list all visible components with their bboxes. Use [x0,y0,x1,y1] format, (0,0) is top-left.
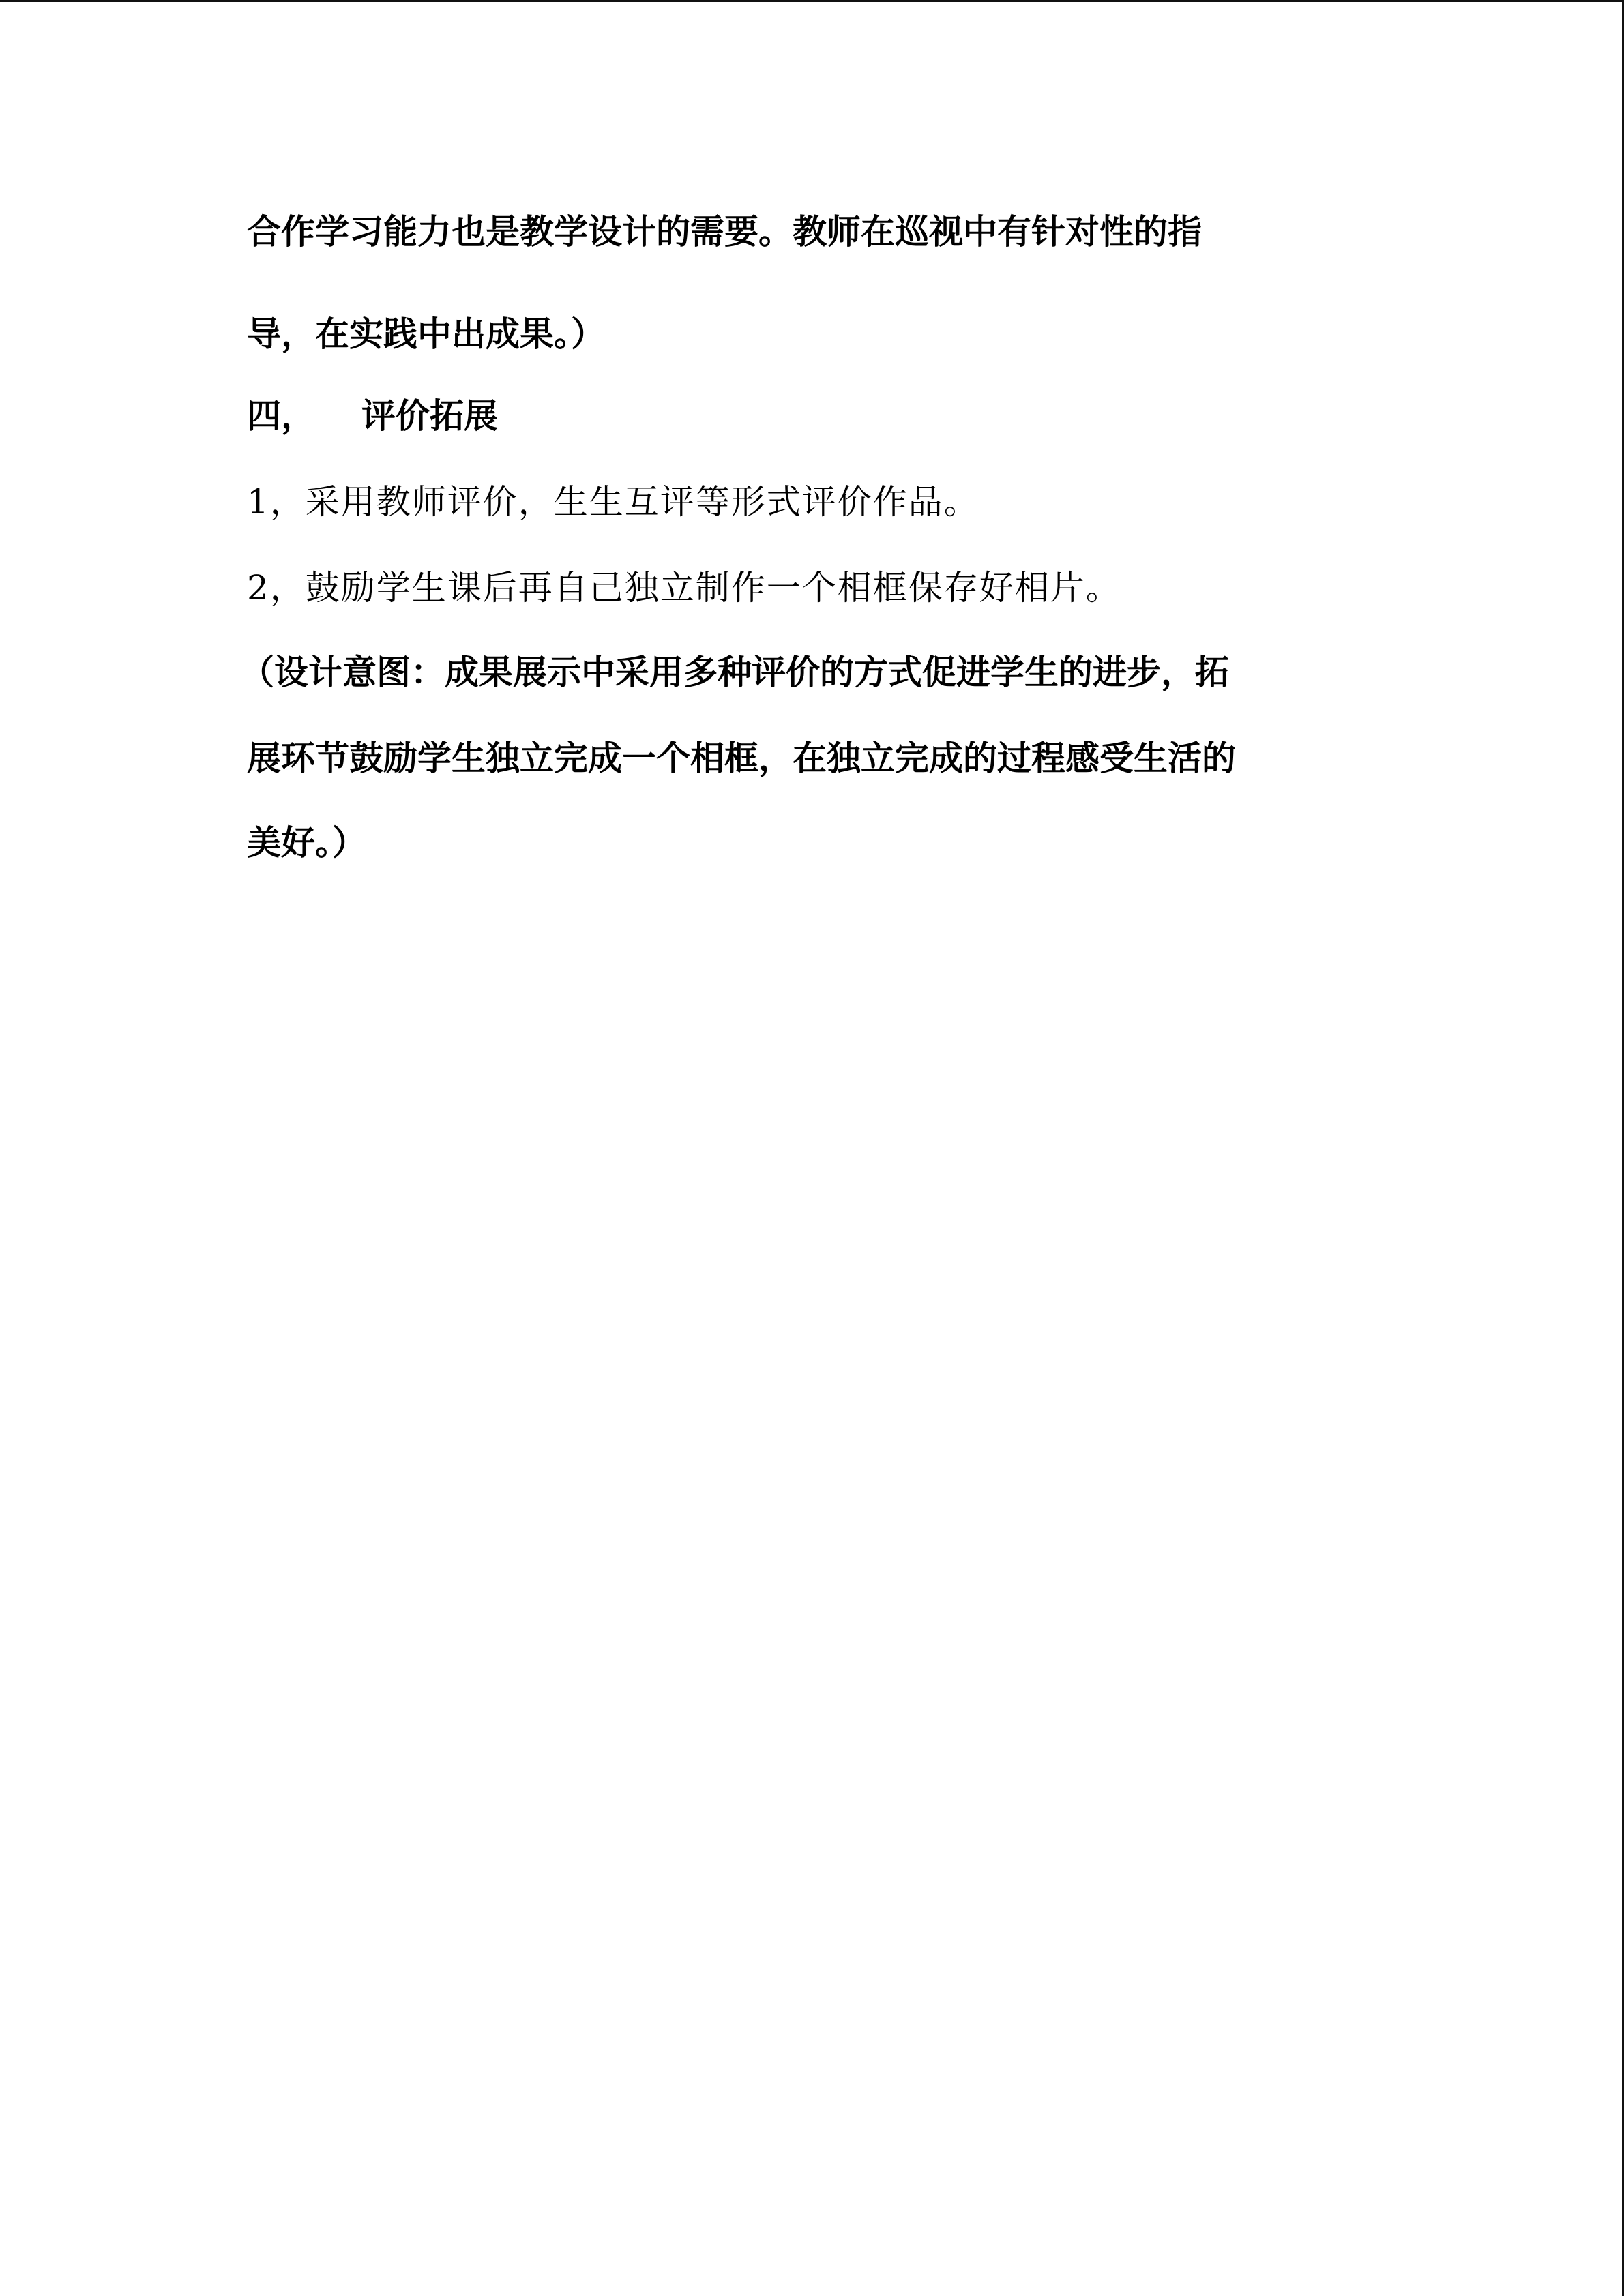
section-heading-number: 四， [247,396,315,436]
list-item: 2，鼓励学生课后再自己独立制作一个相框保存好相片。 [247,568,1121,608]
section-heading-title: 评价拓展 [361,396,498,436]
paragraph-line: 合作学习能力也是教学设计的需要。教师在巡视中有针对性的指 [247,211,1202,252]
list-item: 1，采用教师评价，生生互评等形式评价作品。 [247,482,979,522]
paragraph-line: （设计意图：成果展示中采用多种评价的方式促进学生的进步，拓 [240,652,1229,692]
page-border-top [0,0,1624,2]
paragraph-line: 美好。） [247,822,366,863]
paragraph-line: 导，在实践中出成果。） [247,314,605,354]
section-heading [247,389,498,438]
paragraph-line: 展环节鼓励学生独立完成一个相框，在独立完成的过程感受生活的 [247,738,1236,778]
